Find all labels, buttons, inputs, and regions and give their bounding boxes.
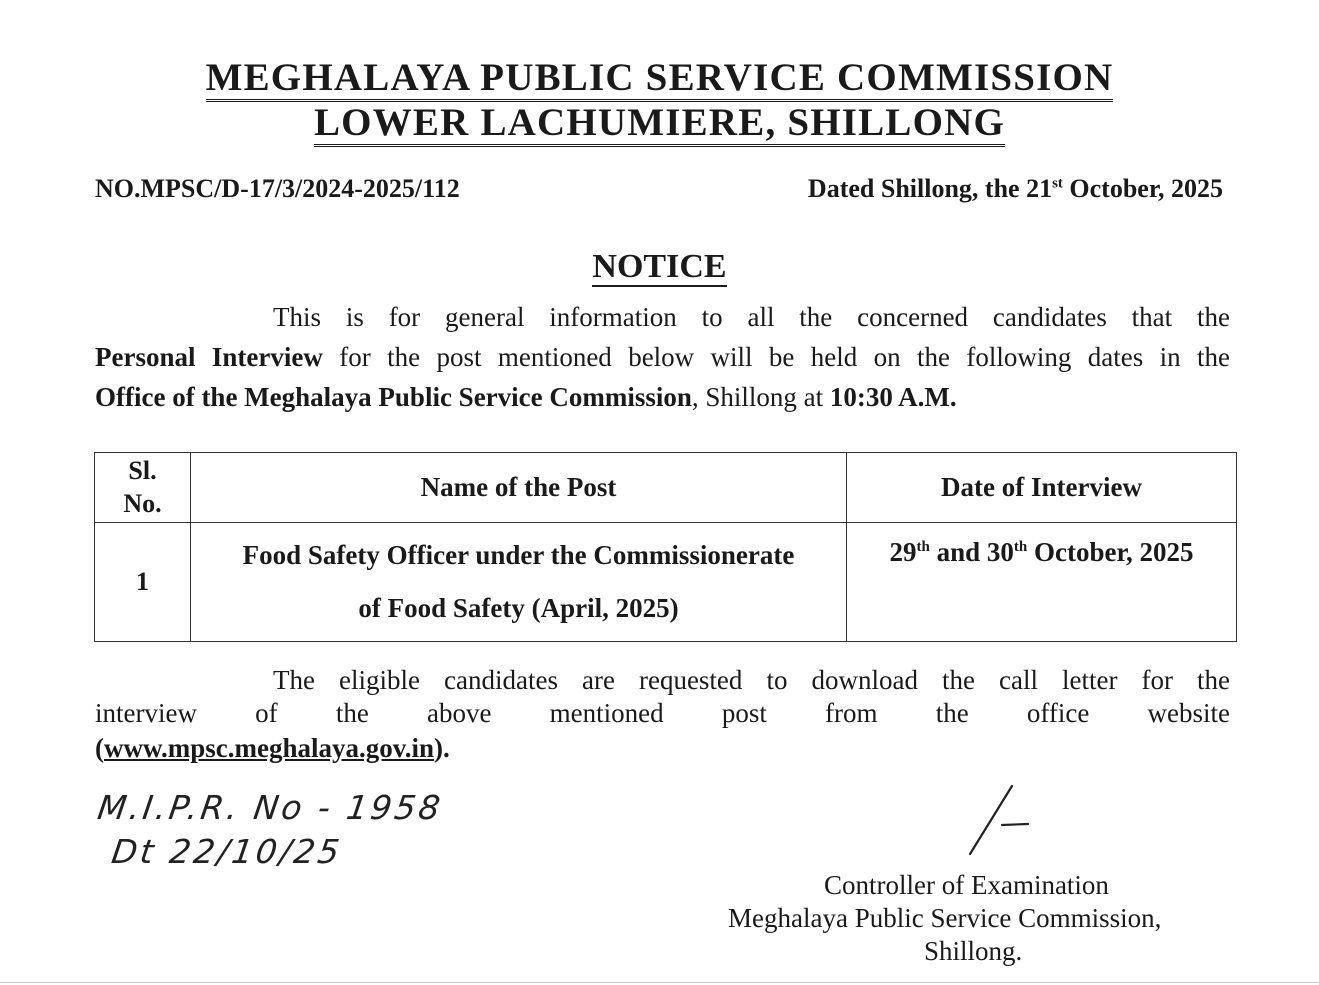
header-post-name: Name of the Post bbox=[191, 453, 847, 523]
cell-sl-no: 1 bbox=[95, 523, 191, 642]
header-sl-no: Sl. No. bbox=[95, 453, 191, 523]
signature-mark-icon bbox=[960, 780, 1040, 860]
page-edge-divider bbox=[0, 982, 1319, 983]
notice-date: Dated Shillong, the 21st October, 2025 bbox=[807, 174, 1223, 203]
commission-address: LOWER LACHUMIERE, SHILLONG bbox=[0, 100, 1319, 145]
para1-line1: This is for general information to all the concerned candidates that the bbox=[273, 302, 1230, 332]
cell-interview-date: 29th and 30th October, 2025 bbox=[847, 523, 1237, 642]
interview-schedule-table bbox=[94, 452, 1237, 642]
website-link[interactable]: www.mpsc.meghalaya.gov.in bbox=[104, 733, 435, 763]
table-header-row bbox=[95, 453, 1237, 523]
para2-line2: interview of the above mentioned post from the office website bbox=[95, 698, 1230, 728]
signatory-place: Shillong. bbox=[924, 936, 1023, 966]
notice-title: NOTICE bbox=[592, 248, 727, 285]
para2-line3: (www.mpsc.meghalaya.gov.in). bbox=[95, 733, 450, 763]
cell-post-name: Food Safety Officer under the Commissionerate of Food Safety (April, 2025) bbox=[191, 523, 847, 642]
header-interview-date: Date of Interview bbox=[847, 453, 1237, 523]
reference-number: NO.MPSC/D-17/3/2024-2025/112 bbox=[95, 174, 460, 203]
commission-name: MEGHALAYA PUBLIC SERVICE COMMISSION bbox=[0, 55, 1319, 100]
para1-line3: Office of the Meghalaya Public Service Commission, Shillong at 10:30 A.M. bbox=[95, 382, 957, 412]
signatory-organisation: Meghalaya Public Service Commission, bbox=[728, 903, 1162, 933]
signatory-title: Controller of Examination bbox=[824, 870, 1109, 900]
table-row bbox=[95, 523, 1237, 642]
handwritten-reference: M.I.P.R. No - 1958 bbox=[95, 788, 446, 827]
para2-line1: The eligible candidates are requested to download the call letter for the bbox=[273, 665, 1230, 695]
handwritten-date: Dt 22/10/25 bbox=[109, 832, 345, 871]
para1-line2: Personal Interview for the post mentioned below will be held on the following dates in the bbox=[95, 342, 1230, 372]
